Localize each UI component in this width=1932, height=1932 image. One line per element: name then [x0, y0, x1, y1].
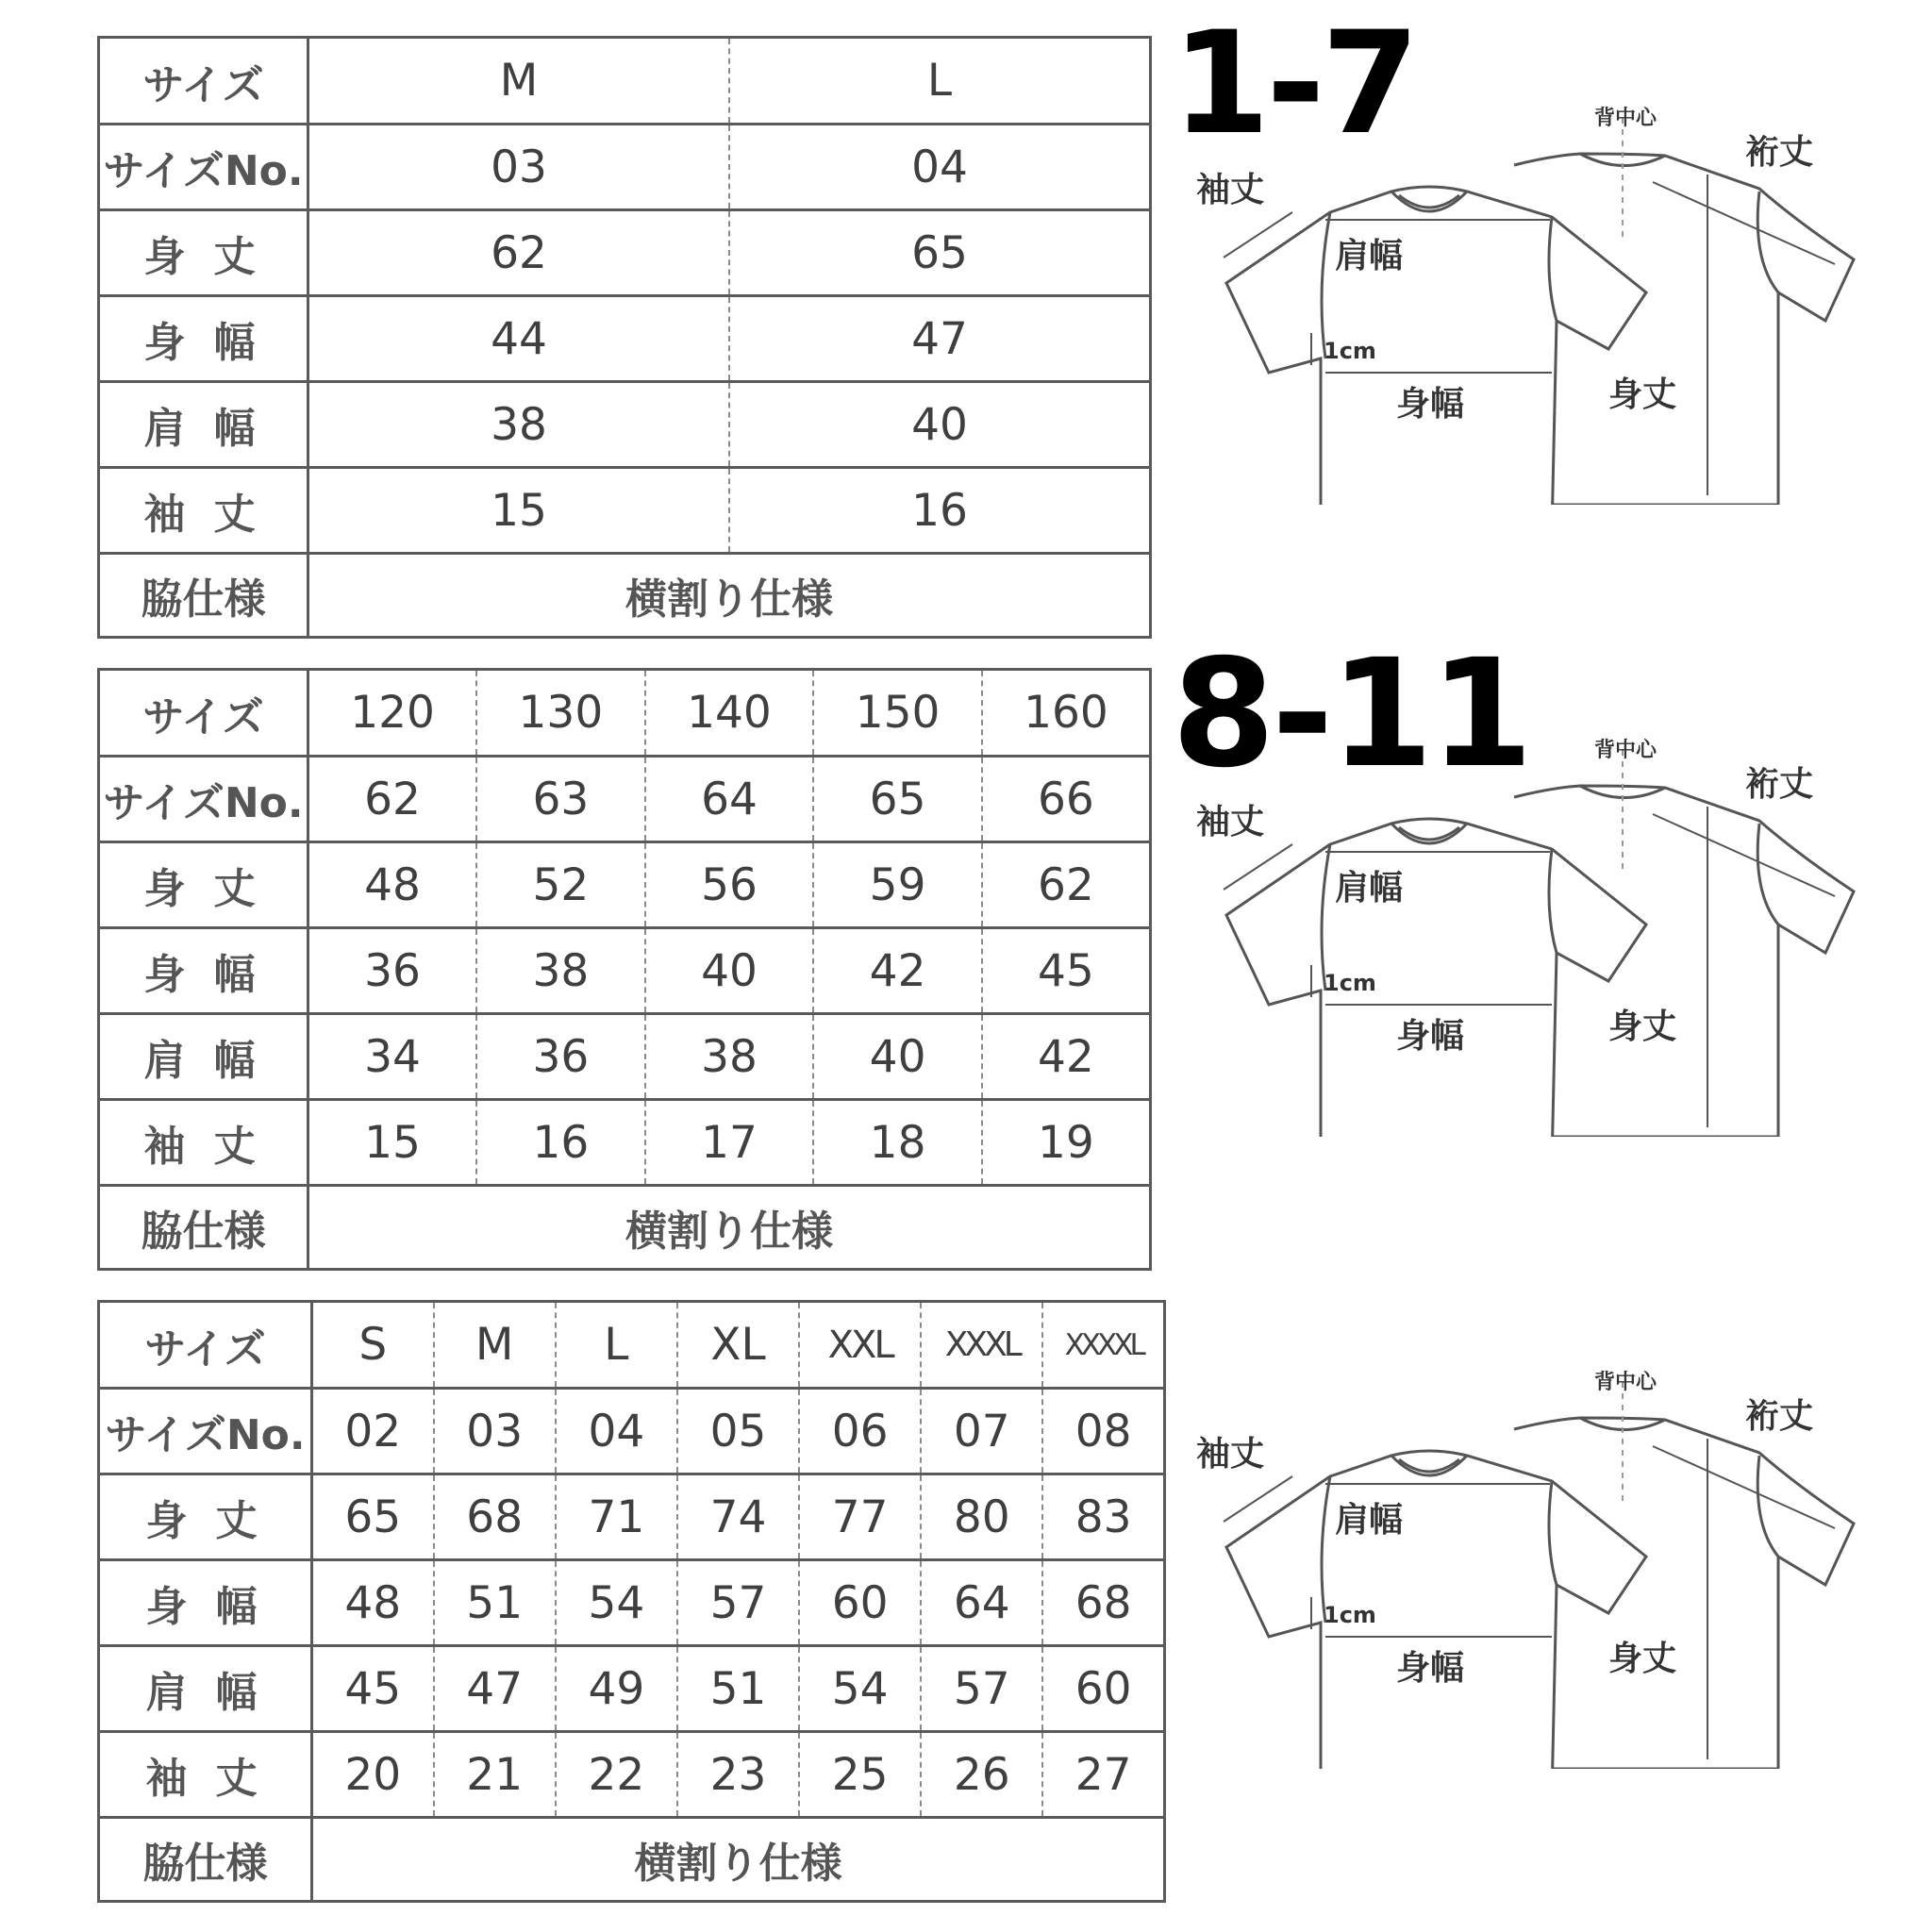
size-cell: L	[729, 38, 1151, 125]
yuki-label: 裄丈	[1745, 133, 1814, 172]
body-width-cell: 51	[434, 1560, 556, 1646]
length-cell: 65	[312, 1474, 434, 1560]
body-width-cell: 38	[476, 928, 645, 1014]
shoulder-cell: 36	[476, 1014, 645, 1100]
length-cell: 80	[921, 1474, 1042, 1560]
size-no-cell: 66	[982, 757, 1151, 842]
row-label-length: 身丈	[99, 210, 308, 296]
shoulder-cell: 51	[677, 1646, 799, 1732]
row-label-body-width: 身幅	[99, 296, 308, 382]
sleeve-cell: 25	[799, 1732, 921, 1818]
length-cell: 52	[476, 842, 645, 928]
shoulder-label: 肩幅	[1335, 1501, 1404, 1540]
body-width-cell: 36	[308, 928, 477, 1014]
body-width-label: 身幅	[1396, 1649, 1465, 1688]
sleeve-cell: 19	[982, 1100, 1151, 1186]
sleeve-cell: 15	[308, 1100, 477, 1186]
tshirt-diagram-2	[1193, 722, 1882, 1137]
row-label-size: サイズ	[99, 1302, 312, 1389]
table-row-length	[99, 210, 1151, 296]
row-label-side-spec: 脇仕様	[99, 1818, 312, 1902]
sleeve-cell: 23	[677, 1732, 799, 1818]
body-width-cell: 44	[308, 296, 730, 382]
table-row-size-no	[99, 757, 1151, 842]
length-cell: 56	[645, 842, 814, 928]
body-width-cell: 54	[556, 1560, 677, 1646]
row-label-body-width: 身幅	[99, 928, 308, 1014]
table-row-body-width	[99, 296, 1151, 382]
shoulder-cell: 54	[799, 1646, 921, 1732]
one-cm-label: 1cm	[1324, 970, 1376, 996]
length-label: 身丈	[1608, 1008, 1677, 1046]
sleeve-cell: 26	[921, 1732, 1042, 1818]
table-row-size	[99, 670, 1151, 757]
shoulder-cell: 45	[312, 1646, 434, 1732]
size-no-cell: 04	[556, 1389, 677, 1474]
size-no-cell: 03	[308, 125, 730, 210]
table-row-shoulder	[99, 382, 1151, 468]
sleeve-cell: 16	[729, 468, 1151, 554]
length-label: 身丈	[1608, 375, 1677, 414]
length-cell: 62	[308, 210, 730, 296]
sleeve-cell: 17	[645, 1100, 814, 1186]
length-cell: 65	[729, 210, 1151, 296]
table-row-side-spec	[99, 554, 1151, 638]
sleeve-label: 袖丈	[1196, 171, 1265, 209]
sleeve-cell: 16	[476, 1100, 645, 1186]
side-spec-cell: 横割り仕様	[308, 554, 1151, 638]
length-cell: 62	[982, 842, 1151, 928]
shoulder-label: 肩幅	[1335, 869, 1404, 908]
table-row-size-no	[99, 125, 1151, 210]
body-width-cell: 57	[677, 1560, 799, 1646]
side-spec-cell: 横割り仕様	[308, 1186, 1151, 1270]
shoulder-cell: 40	[729, 382, 1151, 468]
sleeve-label: 袖丈	[1196, 803, 1265, 841]
back-center-label: 背中心	[1594, 1371, 1657, 1394]
tshirt-back	[1514, 786, 1854, 1137]
table-row-sleeve	[99, 1732, 1165, 1818]
shoulder-label: 肩幅	[1335, 237, 1404, 275]
range-label-8-11: 8-11	[1172, 627, 1530, 801]
row-label-length: 身丈	[99, 842, 308, 928]
yuki-label: 裄丈	[1745, 1397, 1814, 1436]
table-row-side-spec	[99, 1186, 1151, 1270]
size-cell: XXXL	[921, 1302, 1042, 1389]
sleeve-label: 袖丈	[1196, 1435, 1265, 1474]
tshirt-front	[1226, 187, 1646, 505]
tshirt-front	[1226, 1451, 1646, 1769]
sleeve-cell: 21	[434, 1732, 556, 1818]
size-no-cell: 02	[312, 1389, 434, 1474]
size-cell: 150	[813, 670, 982, 757]
table-row-length	[99, 1474, 1165, 1560]
length-cell: 74	[677, 1474, 799, 1560]
row-label-side-spec: 脇仕様	[99, 554, 308, 638]
size-no-cell: 64	[645, 757, 814, 842]
length-label: 身丈	[1608, 1640, 1677, 1678]
size-no-cell: 08	[1042, 1389, 1164, 1474]
row-label-size: サイズ	[99, 670, 308, 757]
table-row-size	[99, 38, 1151, 125]
shoulder-cell: 38	[308, 382, 730, 468]
shoulder-cell: 40	[813, 1014, 982, 1100]
row-label-body-width: 身幅	[99, 1560, 312, 1646]
table-row-side-spec	[99, 1818, 1165, 1902]
size-no-cell: 65	[813, 757, 982, 842]
body-width-label: 身幅	[1396, 1017, 1465, 1056]
size-cell: XXL	[799, 1302, 921, 1389]
shoulder-cell: 49	[556, 1646, 677, 1732]
row-label-shoulder: 肩幅	[99, 382, 308, 468]
shoulder-cell: 47	[434, 1646, 556, 1732]
sleeve-cell: 18	[813, 1100, 982, 1186]
table-row-size-no	[99, 1389, 1165, 1474]
table-row-sleeve	[99, 468, 1151, 554]
body-width-cell: 68	[1042, 1560, 1164, 1646]
table-row-shoulder	[99, 1646, 1165, 1732]
tshirt-front	[1226, 819, 1646, 1137]
size-no-cell: 06	[799, 1389, 921, 1474]
row-label-sleeve: 袖丈	[99, 468, 308, 554]
shoulder-cell: 42	[982, 1014, 1151, 1100]
length-cell: 68	[434, 1474, 556, 1560]
length-cell: 83	[1042, 1474, 1164, 1560]
tshirt-back	[1514, 1418, 1854, 1769]
table-row-sleeve	[99, 1100, 1151, 1186]
length-cell: 48	[308, 842, 477, 928]
length-cell: 59	[813, 842, 982, 928]
table-row-size	[99, 1302, 1165, 1389]
tshirt-diagram-3	[1193, 1354, 1882, 1769]
size-cell: S	[312, 1302, 434, 1389]
row-label-sleeve: 袖丈	[99, 1100, 308, 1186]
shoulder-cell: 60	[1042, 1646, 1164, 1732]
length-cell: 71	[556, 1474, 677, 1560]
tshirt-back	[1514, 154, 1854, 505]
body-width-cell: 64	[921, 1560, 1042, 1646]
size-no-cell: 07	[921, 1389, 1042, 1474]
body-width-label: 身幅	[1396, 385, 1465, 424]
side-spec-cell: 横割り仕様	[312, 1818, 1165, 1902]
back-center-label: 背中心	[1594, 739, 1657, 762]
table-row-shoulder	[99, 1014, 1151, 1100]
size-cell: 140	[645, 670, 814, 757]
tshirt-diagram-1	[1193, 90, 1882, 505]
size-cell: XXXXL	[1042, 1302, 1164, 1389]
range-label-1-7: 1-7	[1172, 2, 1416, 166]
sleeve-cell: 27	[1042, 1732, 1164, 1818]
size-cell: XL	[677, 1302, 799, 1389]
size-table-2	[97, 668, 1152, 1271]
size-no-cell: 05	[677, 1389, 799, 1474]
size-table-1	[97, 36, 1152, 639]
row-label-size-no: サイズNo.	[99, 757, 308, 842]
sleeve-cell: 20	[312, 1732, 434, 1818]
size-no-cell: 04	[729, 125, 1151, 210]
shoulder-cell: 34	[308, 1014, 477, 1100]
length-cell: 77	[799, 1474, 921, 1560]
body-width-cell: 40	[645, 928, 814, 1014]
size-cell: 160	[982, 670, 1151, 757]
size-cell: M	[308, 38, 730, 125]
body-width-cell: 60	[799, 1560, 921, 1646]
yuki-label: 裄丈	[1745, 765, 1814, 804]
sleeve-cell: 15	[308, 468, 730, 554]
back-center-label: 背中心	[1594, 107, 1657, 130]
one-cm-label: 1cm	[1324, 1602, 1376, 1628]
row-label-length: 身丈	[99, 1474, 312, 1560]
table-row-body-width	[99, 928, 1151, 1014]
table-row-body-width	[99, 1560, 1165, 1646]
row-label-size-no: サイズNo.	[99, 1389, 312, 1474]
sleeve-cell: 22	[556, 1732, 677, 1818]
body-width-cell: 45	[982, 928, 1151, 1014]
row-label-size-no: サイズNo.	[99, 125, 308, 210]
table-row-length	[99, 842, 1151, 928]
size-cell: M	[434, 1302, 556, 1389]
row-label-shoulder: 肩幅	[99, 1646, 312, 1732]
shoulder-cell: 38	[645, 1014, 814, 1100]
size-no-cell: 62	[308, 757, 477, 842]
size-cell: 120	[308, 670, 477, 757]
size-no-cell: 63	[476, 757, 645, 842]
body-width-cell: 48	[312, 1560, 434, 1646]
row-label-shoulder: 肩幅	[99, 1014, 308, 1100]
row-label-side-spec: 脇仕様	[99, 1186, 308, 1270]
shoulder-cell: 57	[921, 1646, 1042, 1732]
row-label-size: サイズ	[99, 38, 308, 125]
body-width-cell: 47	[729, 296, 1151, 382]
size-table-3	[97, 1300, 1166, 1903]
size-no-cell: 03	[434, 1389, 556, 1474]
size-cell: 130	[476, 670, 645, 757]
row-label-sleeve: 袖丈	[99, 1732, 312, 1818]
one-cm-label: 1cm	[1324, 338, 1376, 364]
body-width-cell: 42	[813, 928, 982, 1014]
size-cell: L	[556, 1302, 677, 1389]
